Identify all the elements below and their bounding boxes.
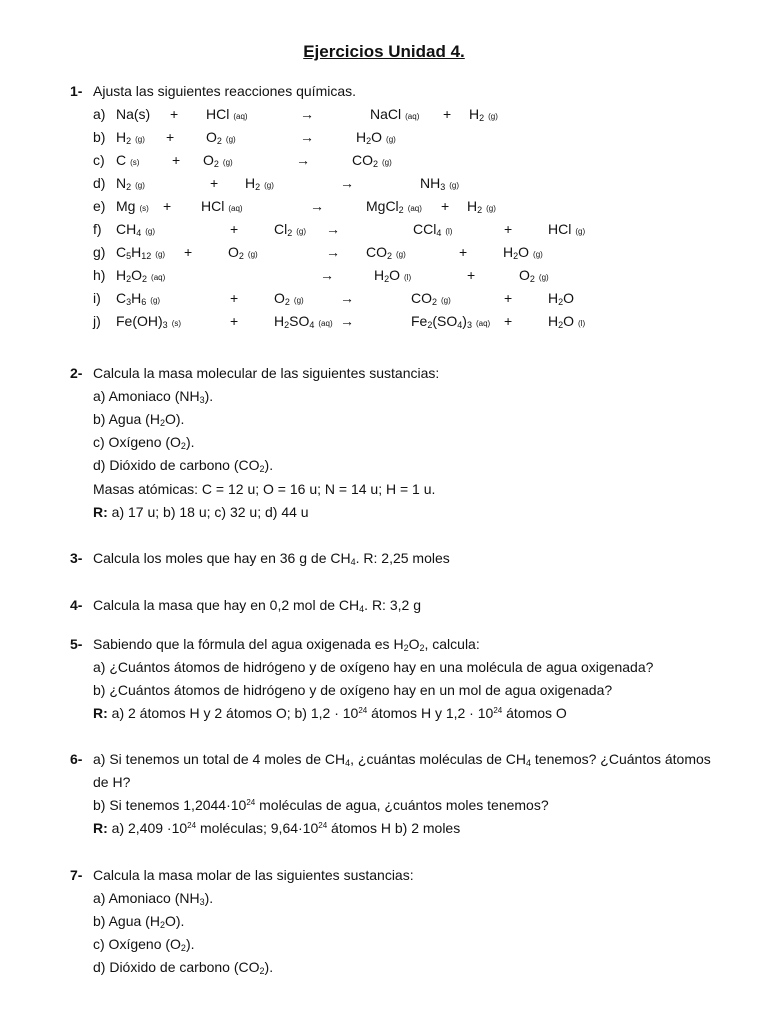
chemical-species	[411, 313, 490, 329]
state-label: (g)	[488, 112, 498, 121]
chemical-species	[116, 244, 165, 260]
item-d: d) Dióxido de carbono $(CO_2)$.	[93, 959, 274, 976]
subscript: 3	[126, 297, 132, 307]
state-label: (g)	[441, 296, 451, 305]
subscript: 2	[287, 228, 293, 238]
chemical-species	[411, 290, 451, 306]
formula-part: O	[274, 290, 285, 306]
chemical-species	[116, 152, 139, 168]
item-a: a) Amoniaco $(NH_3)$.	[93, 890, 214, 907]
subscript: 5	[126, 251, 132, 261]
plus-sign: +	[504, 221, 513, 237]
formula-part: O	[228, 244, 239, 260]
atomic-masses: Masas atómicas: C = 12 u; O = 16 u; N = 14 u; H = 1 u.	[93, 481, 436, 497]
formula-part: NaCl	[370, 106, 402, 122]
formula-part: H	[356, 129, 367, 145]
reaction-letter: h)	[93, 267, 106, 283]
formula-part: O	[519, 267, 530, 283]
item-b: b) ¿Cuántos átomos de hidrógeno y de oxígeno hay en un mol de agua oxigenada?	[93, 682, 613, 698]
state-label: (s)	[130, 158, 140, 167]
exercise-number: 7-	[70, 867, 83, 883]
formula-part: O	[206, 129, 217, 145]
exercise-number: 6-	[70, 751, 83, 767]
exercise-number: 5-	[70, 636, 83, 652]
subscript: 3	[440, 182, 446, 192]
exercise-number: 4-	[70, 597, 83, 613]
reaction-arrow: →	[340, 175, 354, 191]
subscript: 3	[162, 320, 168, 330]
formula-part: H	[116, 267, 127, 283]
formula-part: O	[131, 267, 143, 283]
formula-part: H	[274, 313, 285, 329]
formula-part: )	[462, 313, 467, 329]
item-c: c) Oxígeno $(O_2)$.	[93, 434, 195, 451]
subscript: 2	[213, 159, 219, 169]
state-label: (g)	[225, 135, 236, 144]
state-label: (g)	[575, 227, 586, 236]
reaction-letter: d)	[93, 175, 106, 191]
state-label: (g)	[155, 250, 166, 259]
chemical-species	[370, 106, 419, 122]
plus-sign: +	[166, 129, 175, 145]
item-c: c) Oxígeno $(O_2)$.	[93, 936, 195, 953]
formula-part: C	[116, 244, 127, 260]
formula-part: Mg	[116, 198, 136, 214]
plus-sign: +	[443, 106, 452, 122]
subscript: 2	[479, 113, 485, 123]
chemical-species	[519, 267, 549, 283]
chemical-species	[116, 198, 149, 214]
chemical-species	[116, 267, 165, 283]
chemical-species	[413, 221, 452, 237]
subscript: 6	[141, 297, 147, 307]
formula-part: HCl	[548, 221, 572, 237]
reaction-letter: i)	[93, 290, 101, 306]
plus-sign: +	[172, 152, 181, 168]
subscript: 2	[529, 274, 535, 284]
formula-part: MgCl	[366, 198, 399, 214]
chemical-species	[352, 152, 392, 168]
subscript: 4	[309, 320, 315, 330]
reaction-letter: c)	[93, 152, 105, 168]
subscript: 2	[216, 136, 222, 146]
subscript: 2	[477, 205, 483, 215]
item-b: b) Agua $(H_2O)$.	[93, 913, 185, 930]
page-title: Ejercicios Unidad 4.	[303, 42, 465, 61]
plus-sign: +	[230, 221, 239, 237]
state-label: (aq)	[405, 112, 420, 121]
chemical-species	[116, 129, 145, 145]
formula-part: CCl	[413, 221, 437, 237]
plus-sign: +	[459, 244, 468, 260]
state-label: (l)	[445, 227, 453, 236]
formula-part: H	[467, 198, 478, 214]
state-label: (aq)	[475, 319, 491, 328]
subscript: 2	[126, 136, 132, 146]
state-label: (g)	[533, 250, 543, 259]
formula-part: O	[203, 152, 214, 168]
formula-part: O	[518, 244, 530, 260]
state-label: (s)	[139, 204, 149, 213]
state-label: (g)	[486, 204, 496, 213]
chemical-species	[274, 221, 306, 237]
item-b: b) Agua $(H_2O)$.	[93, 411, 185, 428]
plus-sign: +	[504, 313, 513, 329]
chemical-species	[228, 244, 258, 260]
reaction-arrow: →	[326, 244, 340, 260]
plus-sign: +	[184, 244, 193, 260]
chemical-species	[206, 129, 236, 145]
state-label: (l)	[578, 319, 586, 328]
state-label: (g)	[538, 273, 549, 282]
subscript: 2	[142, 274, 148, 284]
answer: R: a) 2 átomos H y 2 átomos O; b) $1,2 \cdot 10^{24}$ átomos H y $1,2 \cdot 10^{24}$ átomos O	[93, 705, 567, 721]
state-label: (g)	[264, 181, 274, 190]
subscript: 2	[126, 182, 132, 192]
chemical-species	[366, 198, 422, 214]
subscript: 2	[373, 159, 379, 169]
chemical-species	[548, 313, 585, 329]
reaction-letter: e)	[93, 198, 106, 214]
chemical-species	[116, 290, 160, 306]
formula-part: CO	[366, 244, 387, 260]
exercise-prompt: Calcula la masa molecular de las siguientes sustancias:	[93, 365, 440, 381]
subscript: 4	[136, 228, 142, 238]
reaction-arrow: →	[326, 221, 340, 237]
state-label: (s)	[171, 319, 182, 328]
formula-part: H	[116, 129, 127, 145]
plus-sign: +	[230, 313, 239, 329]
state-label: (aq)	[228, 204, 243, 213]
subscript: 2	[427, 320, 433, 330]
formula-part: CO	[411, 290, 432, 306]
plus-sign: +	[441, 198, 450, 214]
subscript: 4	[457, 320, 463, 330]
reaction-letter: g)	[93, 244, 106, 260]
state-label: (l)	[404, 273, 412, 282]
reaction-arrow: →	[340, 290, 354, 306]
state-label: (aq)	[407, 204, 422, 213]
reaction-arrow: →	[300, 129, 314, 145]
formula-part: H	[469, 106, 480, 122]
chemical-species	[274, 313, 333, 329]
state-label: (g)	[293, 296, 304, 305]
formula-part: C	[116, 152, 127, 168]
subscript: 4	[436, 228, 442, 238]
chemical-species	[116, 221, 155, 237]
formula-part: H	[503, 244, 514, 260]
formula-part: CO	[352, 152, 373, 168]
formula-part: O	[563, 313, 575, 329]
chemical-species	[374, 267, 411, 283]
formula-part: SO	[289, 313, 310, 329]
subscript: 2	[387, 251, 393, 261]
formula-part: O	[563, 290, 575, 306]
reaction-letter: j)	[93, 313, 101, 329]
plus-sign: +	[230, 290, 239, 306]
state-label: (aq)	[233, 112, 248, 121]
formula-part: HCl	[201, 198, 225, 214]
subscript: 2	[126, 274, 132, 284]
state-label: (g)	[386, 135, 396, 144]
formula-part: H	[245, 175, 256, 191]
answer: R: a) $2,409 \cdot 10^{24}$ moléculas; $9,64\cdot 10^{24}$ átomos H b) 2 moles	[93, 820, 461, 836]
state-label: (aq)	[151, 273, 166, 282]
exercise-text: Calcula los moles que hay en 36 g de $CH_4$. R: 2,25 moles	[93, 550, 450, 567]
plus-sign: +	[170, 106, 179, 122]
formula-part: CH	[116, 221, 137, 237]
chemical-species	[201, 198, 243, 214]
formula-part: (SO	[432, 313, 458, 329]
formula-part: H	[131, 290, 142, 306]
reaction-letter: a)	[93, 106, 106, 122]
formula-part: C	[116, 290, 127, 306]
formula-part: N	[116, 175, 127, 191]
formula-part: H	[548, 313, 559, 329]
state-label: (g)	[382, 158, 392, 167]
reaction-letter: b)	[93, 129, 106, 145]
formula-part: O	[389, 267, 401, 283]
exercise-number: 2-	[70, 365, 83, 381]
answer: R: a) 17 u; b) 18 u; c) 32 u; d) 44 u	[93, 504, 309, 520]
formula-part: O	[371, 129, 383, 145]
subscript: 2	[366, 136, 372, 146]
chemical-species	[116, 106, 150, 122]
state-label: (g)	[145, 227, 156, 236]
subscript: 2	[513, 251, 519, 261]
state-label: (g)	[296, 227, 307, 236]
subscript: 2	[398, 205, 404, 215]
chemical-species	[467, 198, 496, 214]
subscript: 2	[284, 320, 290, 330]
subscript: 3	[466, 320, 472, 330]
item-a: a) Amoniaco $(NH_3)$.	[93, 388, 214, 405]
chemical-species	[548, 221, 585, 237]
subscript: 2	[384, 274, 390, 284]
item-d: d) Dióxido de carbono $(CO_2)$.	[93, 457, 274, 474]
formula-part: HCl	[206, 106, 230, 122]
chemical-species	[366, 244, 406, 260]
exercise-number: 3-	[70, 550, 83, 566]
exercise-text: Calcula la masa que hay en 0,2 mol de $CH_4$. R: 3,2 g	[93, 597, 421, 614]
subscript: 2	[558, 320, 564, 330]
state-label: (g)	[222, 158, 233, 167]
exercise-prompt: Ajusta las siguientes reacciones químicas.	[93, 83, 357, 99]
chemical-species	[116, 175, 145, 191]
exercise-prompt: Sabiendo que la fórmula del agua oxigenada es $H_2O_2$, calcula:	[93, 636, 480, 653]
chemical-species	[206, 106, 248, 122]
exercise-number: 1-	[70, 83, 83, 99]
plus-sign: +	[504, 290, 513, 306]
formula-part: H	[548, 290, 559, 306]
state-label: (g)	[396, 250, 406, 259]
formula-part: Fe(OH)	[116, 313, 163, 329]
subscript: 2	[284, 297, 290, 307]
formula-part: H	[374, 267, 385, 283]
subscript: 12	[141, 251, 152, 261]
state-label: (g)	[150, 296, 161, 305]
subscript: 2	[255, 182, 261, 192]
state-label: (aq)	[318, 319, 333, 328]
subscript: 2	[432, 297, 438, 307]
formula-part: Na(s)	[116, 106, 151, 122]
item-b: b) Si tenemos $1,2044\cdot 10^{24}$ moléculas de agua, ¿cuántos moles tenemos?	[93, 797, 549, 813]
reaction-arrow: →	[320, 267, 334, 283]
formula-part: NH	[420, 175, 441, 191]
reaction-letter: f)	[93, 221, 102, 237]
plus-sign: +	[163, 198, 172, 214]
chemical-species	[116, 313, 181, 329]
chemical-species	[420, 175, 459, 191]
reaction-arrow: →	[300, 106, 314, 122]
chemical-species	[548, 290, 574, 306]
plus-sign: +	[210, 175, 219, 191]
chemical-species	[203, 152, 233, 168]
state-label: (g)	[449, 181, 460, 190]
plus-sign: +	[467, 267, 476, 283]
chemical-species	[274, 290, 304, 306]
exercise-prompt: Calcula la masa molar de las siguientes sustancias:	[93, 867, 414, 883]
state-label: (g)	[247, 250, 258, 259]
subscript: 2	[558, 297, 564, 307]
chemical-species	[503, 244, 543, 260]
state-label: (g)	[135, 135, 145, 144]
formula-part: Cl	[274, 221, 288, 237]
chemical-species	[356, 129, 396, 145]
state-label: (g)	[135, 181, 145, 190]
item-a: a) Si tenemos un total de 4 moles de $CH_4$, ¿cuántas moléculas de $CH_4$ tenemos? ¿Cuántos átomos	[93, 751, 711, 768]
item-a-continued: de H?	[93, 774, 131, 790]
item-a: a) ¿Cuántos átomos de hidrógeno y de oxígeno hay en una molécula de agua oxigenada?	[93, 659, 654, 675]
formula-part: Fe	[411, 313, 428, 329]
reaction-arrow: →	[310, 198, 324, 214]
subscript: 2	[238, 251, 244, 261]
formula-part: H	[131, 244, 142, 260]
chemical-species	[245, 175, 274, 191]
reaction-arrow: →	[340, 313, 354, 329]
chemical-species	[469, 106, 498, 122]
reaction-arrow: →	[296, 152, 310, 168]
